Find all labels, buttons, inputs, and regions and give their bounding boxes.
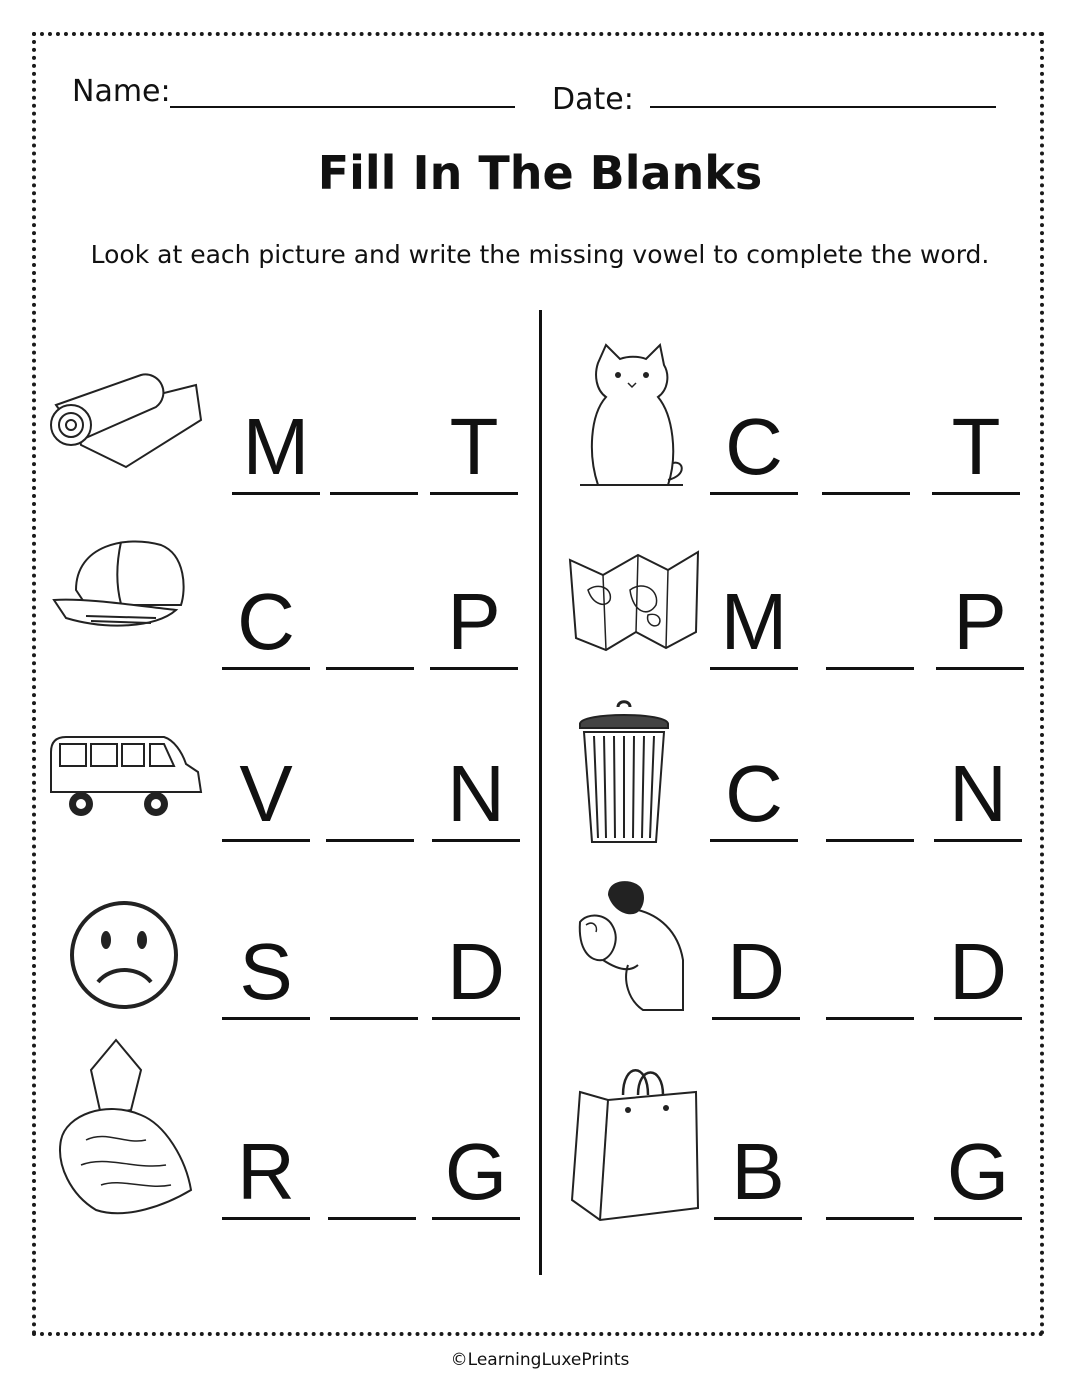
blank-vowel-slot[interactable] <box>326 722 414 842</box>
trash-can-icon <box>568 692 728 822</box>
blank-vowel-slot[interactable] <box>822 375 910 495</box>
letter-slot-last: D <box>934 900 1022 1020</box>
van-icon <box>46 692 206 822</box>
sad-face-icon <box>46 870 206 1000</box>
blank-vowel-slot[interactable] <box>826 900 914 1020</box>
word-row <box>46 860 546 1020</box>
word-row <box>46 335 546 495</box>
blank-vowel-slot[interactable] <box>826 1100 914 1220</box>
letter-slot-first: M <box>710 550 798 670</box>
letter-slot-last: N <box>432 722 520 842</box>
letter-slot-last: P <box>430 550 518 670</box>
instructions: Look at each picture and write the missing vowel to complete the word. <box>90 240 990 269</box>
letter-slot-last: T <box>430 375 518 495</box>
letter-slot-last: D <box>432 900 520 1020</box>
letter-slot-first: C <box>222 550 310 670</box>
word-row <box>568 682 1068 842</box>
map-icon <box>568 520 728 650</box>
word-row <box>568 510 1068 670</box>
word-row <box>46 682 546 842</box>
letter-slot-last: N <box>934 722 1022 842</box>
dad-with-baby-icon <box>568 870 728 1000</box>
word-row <box>568 860 1068 1020</box>
letter-slot-last: P <box>936 550 1024 670</box>
blank-vowel-slot[interactable] <box>826 550 914 670</box>
word-row <box>46 510 546 670</box>
worksheet-title: Fill In The Blanks <box>317 146 763 200</box>
name-label: Name: <box>72 74 171 109</box>
letter-slot-first: R <box>222 1100 310 1220</box>
letter-slot-first: M <box>232 375 320 495</box>
blank-vowel-slot[interactable] <box>826 722 914 842</box>
blank-vowel-slot[interactable] <box>328 1100 416 1220</box>
shopping-bag-icon <box>568 1070 728 1200</box>
blank-vowel-slot[interactable] <box>330 375 418 495</box>
cat-icon <box>568 345 728 475</box>
date-label: Date: <box>552 82 634 117</box>
word-row <box>46 1060 546 1220</box>
letter-slot-last: G <box>432 1100 520 1220</box>
rag-icon <box>46 1070 206 1200</box>
letter-slot-first: V <box>222 722 310 842</box>
letter-slot-first: B <box>714 1100 802 1220</box>
baseball-cap-icon <box>46 520 206 650</box>
paper-roll-icon <box>46 345 206 475</box>
word-row <box>568 335 1068 495</box>
letter-slot-last: T <box>932 375 1020 495</box>
letter-slot-first: C <box>710 722 798 842</box>
name-field[interactable] <box>170 106 515 108</box>
copyright-footer: ©LearningLuxePrints <box>450 1350 630 1370</box>
letter-slot-first: S <box>222 900 310 1020</box>
word-row <box>568 1060 1068 1220</box>
blank-vowel-slot[interactable] <box>330 900 418 1020</box>
letter-slot-first: D <box>712 900 800 1020</box>
date-field[interactable] <box>650 106 996 108</box>
letter-slot-first: C <box>710 375 798 495</box>
blank-vowel-slot[interactable] <box>326 550 414 670</box>
letter-slot-last: G <box>934 1100 1022 1220</box>
